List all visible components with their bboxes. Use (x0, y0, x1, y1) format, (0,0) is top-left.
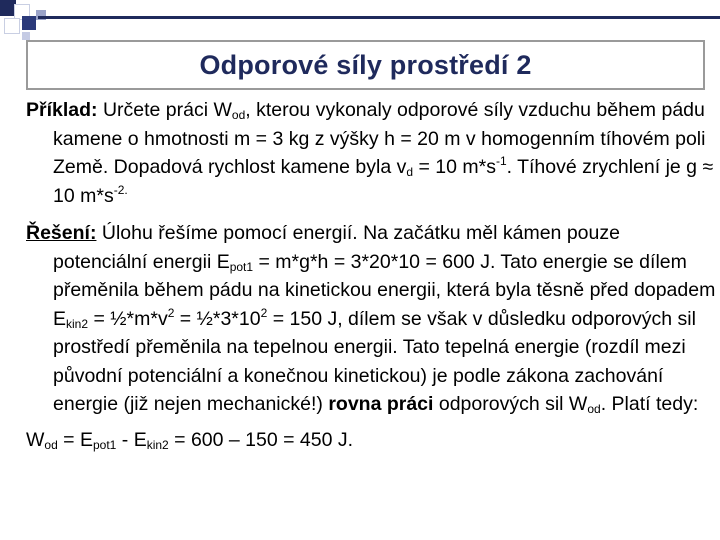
subscript: od (231, 108, 246, 122)
bold-phrase: rovna práci (328, 393, 434, 415)
example-paragraph (26, 96, 716, 210)
subscript: kin2 (146, 437, 169, 452)
corner-square-dark (22, 16, 36, 30)
corner-square-outline (4, 18, 20, 34)
text: = ½*3*10 (174, 307, 261, 330)
text: = 600 – 150 = 450 J. (168, 428, 354, 451)
text: . Tíhové zrychlení je g ≈ 10 m*s (53, 156, 714, 207)
subscript: d (406, 165, 414, 179)
text: - E (116, 428, 147, 451)
title-box (26, 40, 705, 90)
superscript: 2 (260, 305, 268, 320)
text: = 150 J, dílem se však v důsledku odporových sil prostředí přeměnila na tepelnou energii. Tato tepelná energie (rozdíl mezi původní potenciální a konečnou kinetickou) je podle zákona zachování energie (již nejen mechanické!) (53, 307, 696, 415)
header-rule (38, 16, 720, 19)
text: odporových sil W (433, 393, 588, 415)
superscript: -2. (113, 182, 128, 197)
subscript: od (587, 402, 601, 416)
result-equation (26, 426, 716, 455)
subscript: kin2 (66, 316, 89, 331)
subscript: pot1 (229, 259, 254, 274)
text: W (26, 428, 45, 451)
subscript: od (44, 437, 58, 452)
subscript: pot1 (93, 437, 117, 452)
slide-title: Odporové síly prostředí 2 (199, 49, 532, 80)
superscript: -1 (495, 154, 507, 168)
text: . Platí tedy: (600, 393, 699, 415)
text: , kterou vykonaly odporové síly vzduchu během pádu kamene o hmotnosti m = 3 kg z výšky h = 20 m v homogenním tíhovém poli Země. Dopadová rychlost kamene byla v (53, 99, 706, 178)
text: = ½*m*v (88, 307, 168, 330)
slide-body (26, 96, 716, 454)
solution-label: Řešení: (26, 222, 97, 244)
corner-square-light (22, 32, 30, 40)
text: Úlohu řešíme pomocí energií. Na začátku měl kámen pouze potenciální energii E (53, 222, 620, 273)
text: = 10 m*s (413, 156, 496, 178)
text: = m*g*h = 3*20*10 = 600 J. Tato energie se dílem přeměnila během pádu na kinetickou energii, která byla těsně před dopadem E (53, 250, 716, 330)
text: = E (57, 428, 93, 451)
solution-paragraph (26, 219, 716, 419)
example-label: Příklad: (26, 99, 98, 121)
superscript: 2 (167, 305, 175, 320)
text: Určete práci W (97, 99, 232, 121)
